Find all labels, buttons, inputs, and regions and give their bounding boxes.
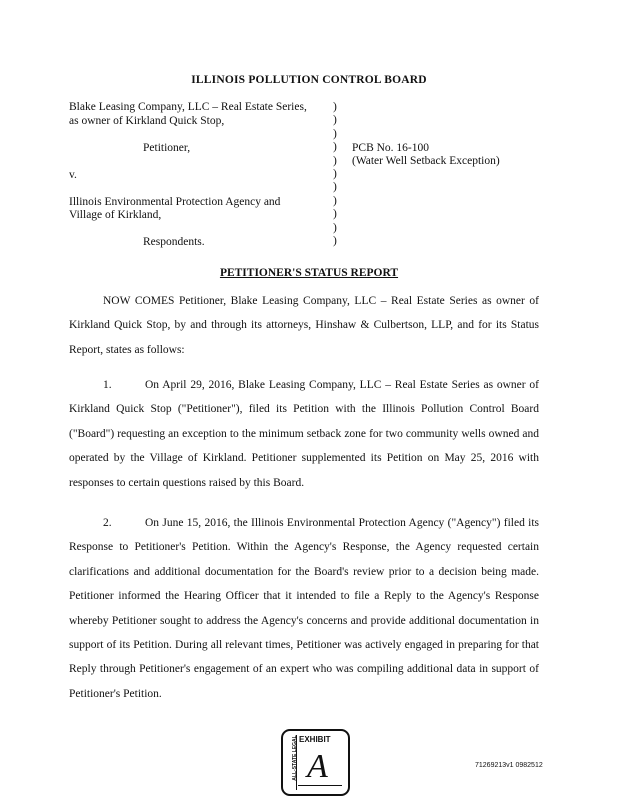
board-title: ILLINOIS POLLUTION CONTROL BOARD (191, 74, 427, 86)
numbered-paragraph (69, 373, 539, 495)
stamp-underline (298, 785, 342, 786)
petitioner-label: Petitioner, (143, 142, 191, 154)
paren: ) (333, 167, 337, 180)
paragraph-number: 1. (103, 379, 112, 391)
paren: ) (333, 194, 337, 207)
paren: ) (333, 154, 337, 167)
case-number: PCB No. 16-100 (352, 142, 429, 154)
paren: ) (333, 181, 337, 194)
paragraph-number: 2. (103, 517, 112, 529)
paren: ) (333, 208, 337, 221)
paren: ) (333, 114, 337, 127)
petitioner-name-line2: as owner of Kirkland Quick Stop, (69, 115, 225, 127)
paragraph-text: On April 29, 2016, Blake Leasing Company, LLC – Real Estate Series as owner of Kirkland Quick Stop ("Petitioner"), filed its Petition with the Illinois Pollution Control Board ("Board") requesting an exception to the minimum setback zone for two community wells owned and operated by the Village of Kirkland. Petitioner supplemented its Petition on May 25, 2016 with responses to certain questions raised by this Board. (69, 379, 539, 489)
paren: ) (333, 101, 337, 113)
paren: ) (333, 141, 337, 154)
paragraph-text: On June 15, 2016, the Illinois Environmental Protection Agency ("Agency") filed its Response to Petitioner's Petition. Within the Agency's Response, the Agency requested certain clarifications and additional documentation for the Board's review prior to a decision being made. Petitioner informed the Hearing Officer that it intended to file a Reply to the Agency's Response whereby Petitioner sought to address the Agency's concerns and provide additional documentation in support of its Petition. During all relevant times, Petitioner was actively engaged in preparing for that Reply through Petitioner's engagement of an expert who was compiling additional data in support of Petitioner's Petition. (69, 517, 539, 700)
stamp-side-text: ALL-STATE LEGAL (292, 735, 298, 781)
stamp-label: EXHIBIT (299, 735, 331, 744)
respondents-label: Respondents. (143, 236, 205, 248)
versus-label: v. (69, 169, 77, 181)
paren: ) (333, 127, 337, 140)
case-type: (Water Well Setback Exception) (352, 155, 500, 167)
intro-paragraph: NOW COMES Petitioner, Blake Leasing Company, LLC – Real Estate Series as owner of Kirkland Quick Stop, by and through its attorneys, Hinshaw & Culbertson, LLP, and for its Status Report, states as follows: (69, 295, 539, 356)
exhibit-stamp (281, 729, 350, 796)
numbered-paragraph (69, 511, 539, 706)
document-id: 71269213v1 0982512 (475, 762, 543, 769)
paren: ) (333, 234, 337, 247)
stamp-letter: A (307, 748, 328, 785)
paren: ) (333, 221, 337, 234)
caption-parentheses (333, 101, 337, 248)
petitioner-name-line1: Blake Leasing Company, LLC – Real Estate Series, (69, 101, 307, 113)
respondent-line2: Village of Kirkland, (69, 209, 162, 221)
respondent-line1: Illinois Environmental Protection Agency and (69, 196, 281, 208)
report-heading: PETITIONER'S STATUS REPORT (219, 267, 399, 279)
